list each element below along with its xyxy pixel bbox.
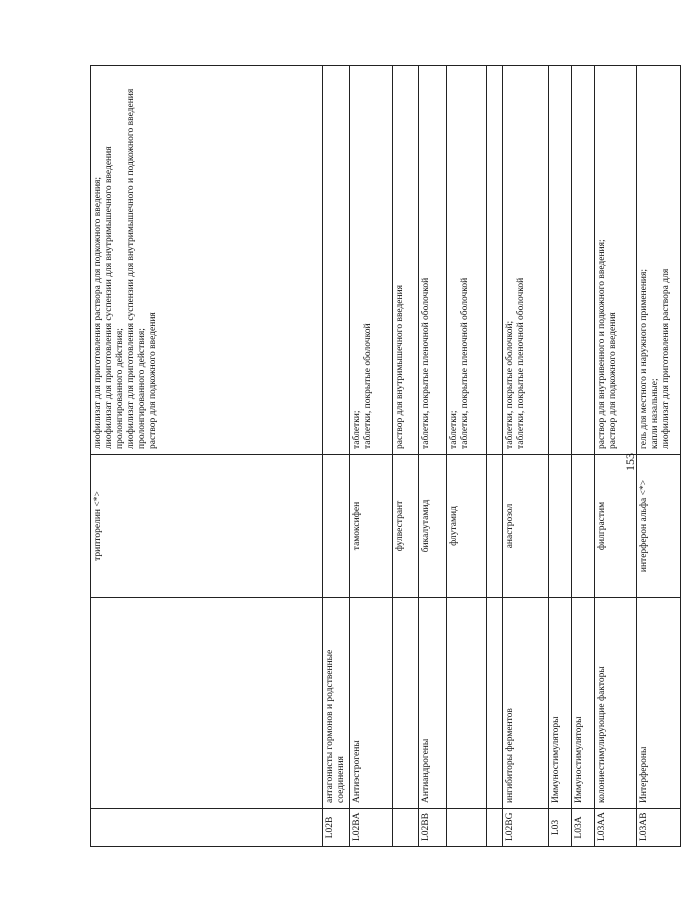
group-cell [393, 598, 419, 809]
page-number: 153 [623, 453, 637, 471]
drug-name-cell: флутамид [447, 455, 487, 598]
atc-code-cell [487, 809, 503, 847]
group-cell: антагонисты гормонов и родственные соединения [323, 598, 350, 809]
table-row [637, 66, 681, 847]
table-row [503, 66, 549, 847]
dosage-forms-cell [487, 66, 503, 455]
dosage-form-line: таблетки, покрытые оболочкой [363, 323, 373, 449]
atc-code-cell: L03AB [637, 809, 681, 847]
table-row [419, 66, 447, 847]
drug-name-cell [572, 455, 595, 598]
dosage-forms-cell [595, 66, 637, 455]
table-row [487, 66, 503, 847]
dosage-forms-cell [350, 66, 393, 455]
dosage-forms-cell [91, 66, 323, 455]
table-row [549, 66, 572, 847]
group-cell: ингибиторы ферментов [503, 598, 549, 809]
dosage-forms-cell [572, 66, 595, 455]
atc-code-cell: L03 [549, 809, 572, 847]
table-row [393, 66, 419, 847]
dosage-form-line: капли назальные; [650, 378, 660, 449]
dosage-form-line: лиофилизат для приготовления раствора для подкожного введения; [93, 176, 103, 449]
atc-code-cell [91, 809, 323, 847]
atc-code-cell: L02BG [503, 809, 549, 847]
table-row [91, 66, 323, 847]
atc-code-cell [447, 809, 487, 847]
dosage-forms-cell [447, 66, 487, 455]
atc-code-cell: L02BA [350, 809, 393, 847]
group-cell [487, 598, 503, 809]
drug-name-cell: фулвестрант [393, 455, 419, 598]
dosage-form-line: лиофилизат для приготовления суспензии для внутримышечного и подкожного введения пролонгированного действия; [126, 88, 147, 449]
group-cell: Интерфероны [637, 598, 681, 809]
drug-name-cell [487, 455, 503, 598]
group-cell: колониестимулирующие факторы [595, 598, 637, 809]
group-cell: Антиэстрогены [350, 598, 393, 809]
dosage-form-line: таблетки, покрытые пленочной оболочкой [460, 277, 470, 449]
atc-code-cell: L02BB [419, 809, 447, 847]
drug-name-cell: анастрозол [503, 455, 549, 598]
dosage-form-line: раствор для внутривенного и подкожного введения; [597, 239, 607, 449]
atc-code-cell: L03AA [595, 809, 637, 847]
drug-name-cell [549, 455, 572, 598]
dosage-form-line: раствор для подкожного введения [148, 312, 158, 449]
drug-name-cell: тамоксифен [350, 455, 393, 598]
group-cell: Антиандрогены [419, 598, 447, 809]
group-cell: Иммуностимуляторы [572, 598, 595, 809]
drug-name-cell [323, 455, 350, 598]
dosage-form-line: таблетки; [449, 410, 459, 449]
drug-name-cell: интерферон альфа <*> [637, 455, 681, 598]
dosage-forms-cell [393, 66, 419, 455]
group-cell [91, 598, 323, 809]
table-row [350, 66, 393, 847]
dosage-form-line: таблетки, покрытые оболочкой; [505, 320, 515, 449]
dosage-form-line: раствор для внутримышечного введения [395, 284, 405, 449]
dosage-form-line: таблетки; [352, 410, 362, 449]
atc-code-cell [393, 809, 419, 847]
dosage-form-line: лиофилизат для приготовления суспензии для внутримышечного введения пролонгированного действия; [104, 146, 125, 449]
table-row [572, 66, 595, 847]
medication-table [90, 65, 681, 847]
dosage-form-line: гель для местного и наружного применения; [639, 268, 649, 449]
group-cell: Иммуностимуляторы [549, 598, 572, 809]
dosage-forms-cell [637, 66, 681, 455]
drug-name-cell: филграстим [595, 455, 637, 598]
table-row [323, 66, 350, 847]
dosage-form-line: таблетки, покрытые пленочной оболочкой [421, 277, 431, 449]
dosage-forms-cell [419, 66, 447, 455]
group-cell [447, 598, 487, 809]
dosage-forms-cell [503, 66, 549, 455]
table-row [447, 66, 487, 847]
drug-name-cell: бикалутамид [419, 455, 447, 598]
dosage-form-line: раствор для подкожного введения [608, 312, 618, 449]
dosage-forms-cell [549, 66, 572, 455]
atc-code-cell: L02B [323, 809, 350, 847]
dosage-form-line: лиофилизат для приготовления раствора для [661, 268, 671, 449]
dosage-form-line: таблетки, покрытые пленочной оболочкой [516, 277, 526, 449]
dosage-forms-cell [323, 66, 350, 455]
atc-code-cell: L03A [572, 809, 595, 847]
drug-name-cell: трипторелин <*> [91, 455, 323, 598]
